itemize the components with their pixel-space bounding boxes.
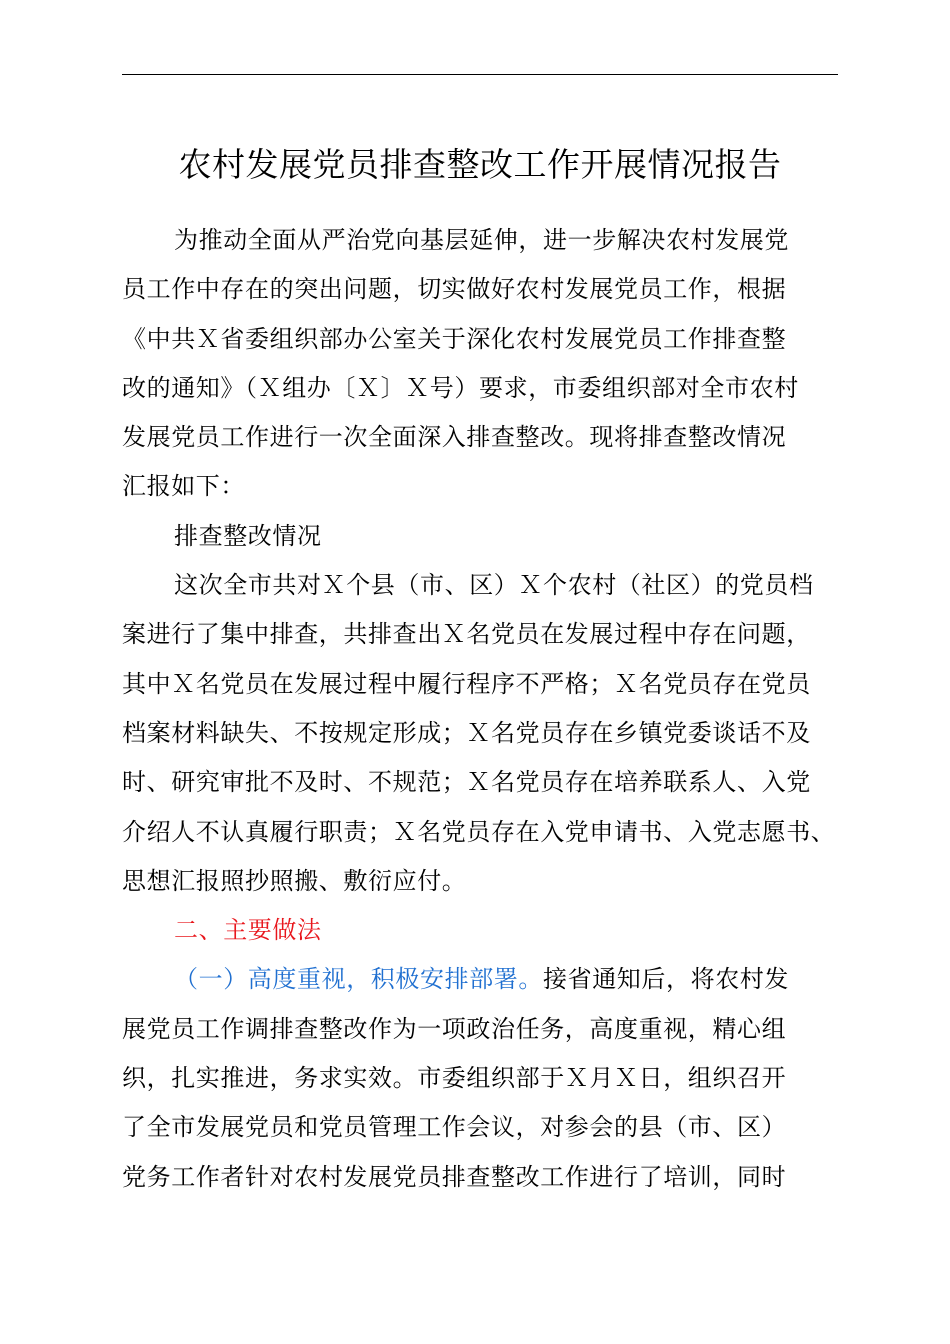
paragraph-line: 为推动全面从严治党向基层延伸，进一步解决农村发展党 <box>174 226 789 254</box>
section-heading: 二、主要做法 <box>174 916 322 945</box>
subheading-line <box>122 955 852 1004</box>
paragraph-line: 发展党员工作进行一次全面深入排查整改。现将排查整改情况 <box>122 423 787 452</box>
paragraph-line: 档案材料缺失、不按规定形成；Ｘ名党员存在乡镇党委谈话不及 <box>122 718 811 747</box>
paragraph-line: 其中Ｘ名党员在发展过程中履行程序不严格；Ｘ名党员存在党员 <box>122 669 811 698</box>
paragraph-line: 《中共Ｘ省委组织部办公室关于深化农村发展党员工作排查整 <box>122 324 787 353</box>
paragraph-line: 案进行了集中排查，共排查出Ｘ名党员在发展过程中存在问题， <box>122 620 811 649</box>
header-rule <box>122 74 838 75</box>
paragraph-line: 介绍人不认真履行职责；Ｘ名党员存在入党申请书、入党志愿书、 <box>122 817 836 846</box>
paragraph-line: 改的通知》（Ｘ组办〔Ｘ〕Ｘ号）要求，市委组织部对全市农村 <box>122 373 799 402</box>
paragraph-line: 展党员工作调排查整改作为一项政治任务，高度重视，精心组 <box>122 1014 787 1043</box>
subheading-tail: 接省通知后，将农村发 <box>543 965 789 994</box>
paragraph-line: 这次全市共对Ｘ个县（市、区）Ｘ个农村（社区）的党员档 <box>174 571 814 600</box>
paragraph-line: 党务工作者针对农村发展党员排查整改工作进行了培训，同时 <box>122 1162 787 1191</box>
paragraph-line: 了全市发展党员和党员管理工作会议，对参会的县（市、区） <box>122 1113 787 1142</box>
paragraph-line: 时、研究审批不及时、不规范；Ｘ名党员存在培养联系人、入党 <box>122 768 811 797</box>
section-label: 排查整改情况 <box>174 521 322 550</box>
paragraph-line: 思想汇报照抄照搬、敷衍应付。 <box>122 866 467 895</box>
paragraph-line: 员工作中存在的突出问题，切实做好农村发展党员工作，根据 <box>122 275 787 304</box>
subheading: （一）高度重视，积极安排部署。 <box>174 965 543 994</box>
paragraph-line: 织，扎实推进，务求实效。市委组织部于Ｘ月Ｘ日，组织召开 <box>122 1064 787 1093</box>
document-title: 农村发展党员排查整改工作开展情况报告 <box>178 145 782 184</box>
document-body <box>122 216 852 1202</box>
paragraph-line: 汇报如下： <box>122 472 245 501</box>
